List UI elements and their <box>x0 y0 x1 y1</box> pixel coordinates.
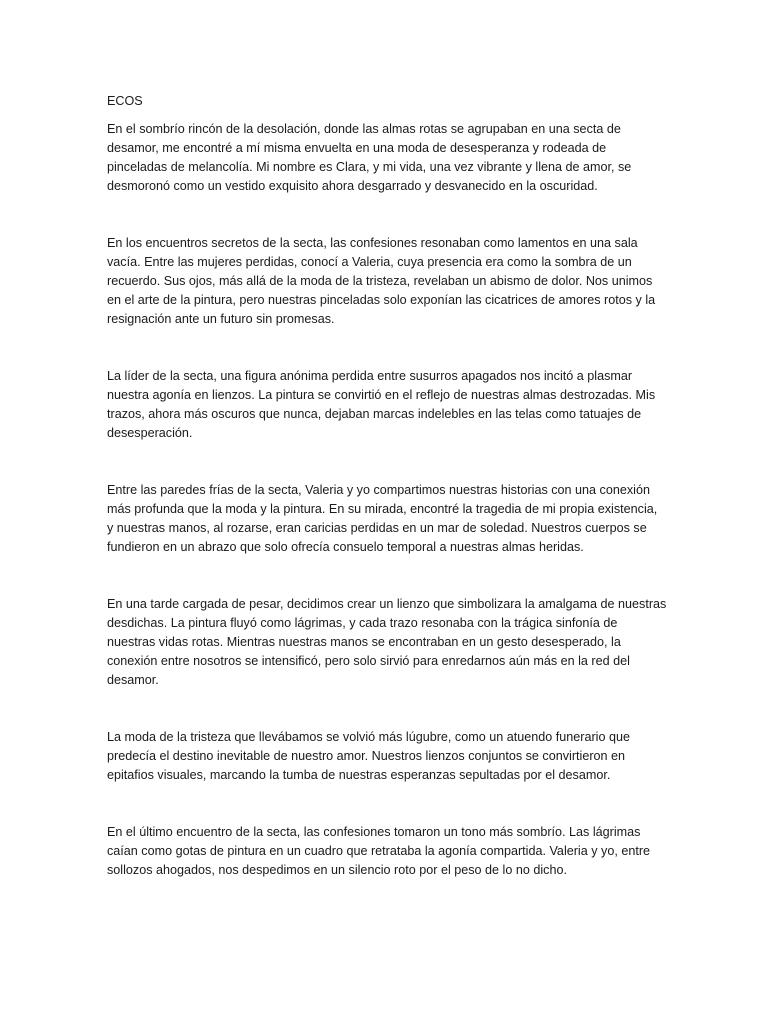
paragraph-4: Entre las paredes frías de la secta, Valeria y yo compartimos nuestras historias con una conexión más profunda que la moda y la pintura. En su mirada, encontré la tragedia de mi propia existencia, y nuestras manos, al rozarse, eran caricias perdidas en un mar de soledad. Nuestros cuerpos se fundieron en un abrazo que solo ofrecía consuelo temporal a nuestras almas heridas. <box>107 483 658 554</box>
paragraph-5: En una tarde cargada de pesar, decidimos crear un lienzo que simbolizara la amalgama de nuestras desdichas. La pintura fluyó como lágrimas, y cada trazo resonaba con la trágica sinfonía de nuestras vidas rotas. Mientras nuestras manos se encontraban en un gesto desesperado, la conexión entre nosotros se intensificó, pero solo sirvió para enredarnos aún más en la red del desamor. <box>107 597 667 687</box>
paragraph-3: La líder de la secta, una figura anónima perdida entre susurros apagados nos incitó a plasmar nuestra agonía en lienzos. La pintura se convirtió en el reflejo de nuestras almas destrozadas. Mis trazos, ahora más oscuros que nunca, dejaban marcas indelebles en las telas como tatuajes de desesperación. <box>107 369 656 440</box>
paragraph-6: La moda de la tristeza que llevábamos se volvió más lúgubre, como un atuendo funerario que predecía el destino inevitable de nuestro amor. Nuestros lienzos conjuntos se convirtieron en epitafios visuales, marcando la tumba de nuestras esperanzas sepultadas por el desamor. <box>107 730 630 782</box>
document-page <box>107 92 667 918</box>
document-title: ECOS <box>107 94 143 108</box>
paragraph-2: En los encuentros secretos de la secta, las confesiones resonaban como lamentos en una sala vacía. Entre las mujeres perdidas, conocí a Valeria, cuya presencia era como la sombra de un recuerdo. Sus ojos, más allá de la moda de la tristeza, revelaban un abismo de dolor. Nos unimos en el arte de la pintura, pero nuestras pinceladas solo exponían las cicatrices de amores rotos y la resignación ante un futuro sin promesas. <box>107 236 656 326</box>
paragraph-1: En el sombrío rincón de la desolación, donde las almas rotas se agrupaban en una secta de desamor, me encontré a mí misma envuelta en una moda de desesperanza y rodeada de pinceladas de melancolía. Mi nombre es Clara, y mi vida, una vez vibrante y llena de amor, se desmoronó como un vestido exquisito ahora desgarrado y desvanecido en la oscuridad. <box>107 122 632 193</box>
paragraph-7: En el último encuentro de la secta, las confesiones tomaron un tono más sombrío. Las lágrimas caían como gotas de pintura en un cuadro que retrataba la agonía compartida. Valeria y yo, entre sollozos ahogados, nos despedimos en un silencio roto por el peso de lo no dicho. <box>107 825 651 877</box>
